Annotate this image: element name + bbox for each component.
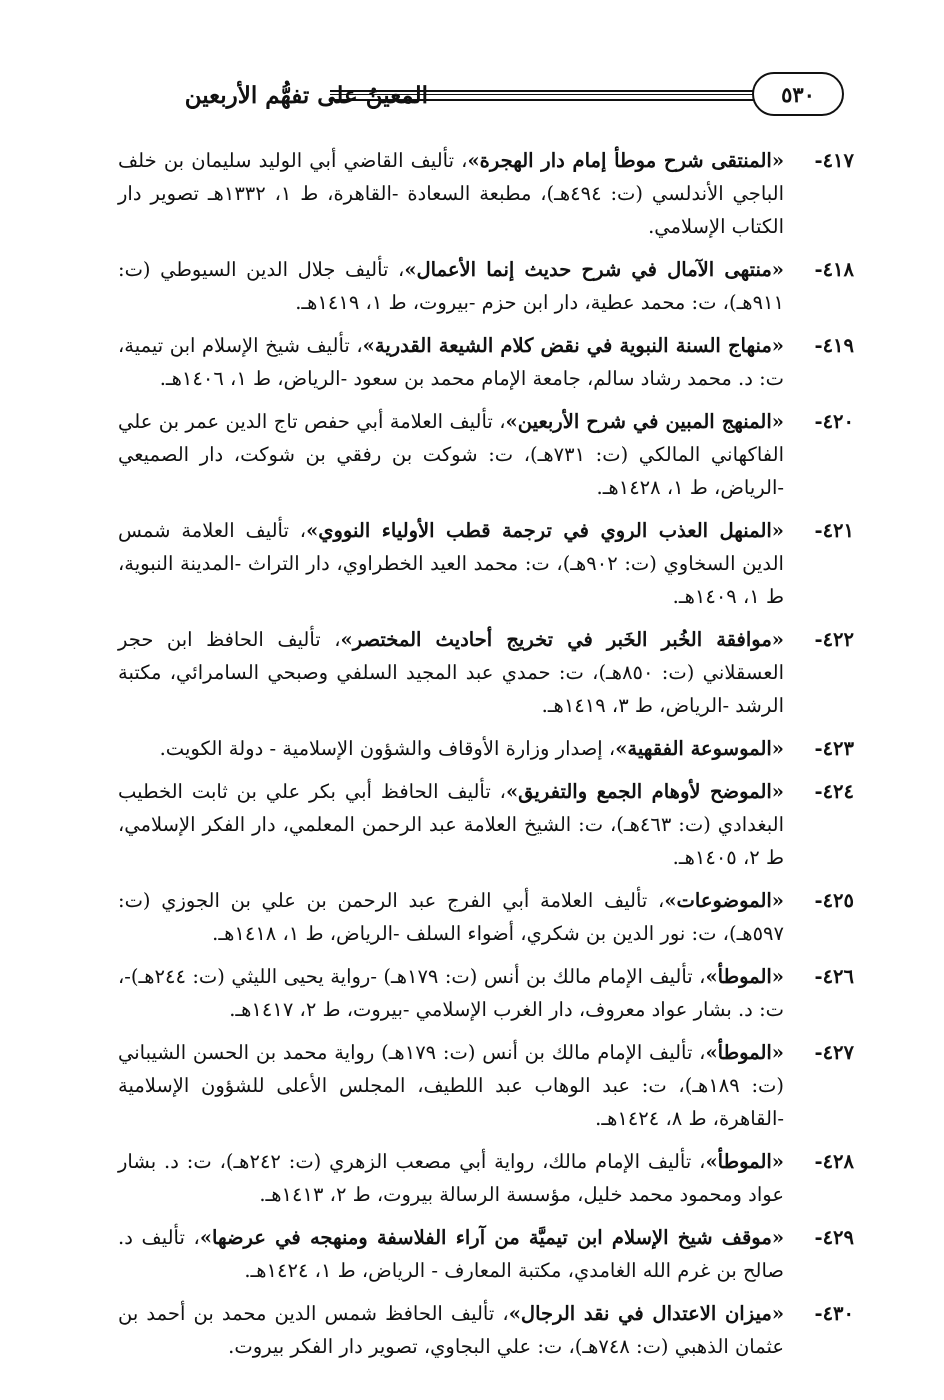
entry-details: ، تأليف العلامة أبي الفرج عبد الرحمن بن علي بن الجوزي (ت: ٥٩٧هـ)، ت: نور الدين بن شكري، أضواء السلف -الرياض، ط ١، ١٤١٨هـ. xyxy=(118,889,784,945)
entry-title: «الموطأ» xyxy=(705,1150,784,1173)
bibliography-entry xyxy=(118,405,854,504)
entry-number: ٤١٩- xyxy=(814,334,854,357)
running-title: المعينُ على تفهُّم الأربعين xyxy=(184,82,428,109)
bibliography-entry xyxy=(118,253,854,319)
entry-title: «الموسوعة الفقهية» xyxy=(615,737,784,760)
bibliography-entry xyxy=(118,960,854,1026)
entry-details: ، تأليف العلامة أبي حفص تاج الدين عمر بن علي الفاكهاني المالكي (ت: ٧٣١هـ)، ت: شوكت بن رفقي بن شوكت، دار الصميعي -الرياض، ط ١، ١٤٢٨هـ. xyxy=(118,410,784,499)
entry-details: ، تأليف الحافظ ابن حجر العسقلاني (ت: ٨٥٠هـ)، ت: حمدي عبد المجيد السلفي وصبحي السامرائي، مكتبة الرشد -الرياض، ط ٣، ١٤١٩هـ. xyxy=(118,628,784,717)
entry-title: «المنهل العذب الروي في ترجمة قطب الأولياء النووي» xyxy=(306,519,784,542)
entry-number: ٤٢٤- xyxy=(814,780,854,803)
entry-details: ، تأليف الحافظ أبي بكر علي بن ثابت الخطيب البغدادي (ت: ٤٦٣هـ)، ت: الشيخ العلامة عبد الرحمن المعلمي، دار الفكر الإسلامي، ط ٢، ١٤٠٥هـ. xyxy=(118,780,785,869)
bibliography-list xyxy=(118,144,854,1373)
entry-number: ٤٢٨- xyxy=(814,1150,854,1173)
entry-title: «منهاج السنة النبوية في نقض كلام الشيعة القدرية» xyxy=(362,334,784,357)
entry-title: «ميزان الاعتدال في نقد الرجال» xyxy=(508,1302,785,1325)
entry-details: ، تأليف الإمام مالك بن أنس (ت: ١٧٩هـ) -رواية يحيى الليثي (ت: ٢٤٤هـ)-، ت: د. بشار عواد معروف، دار الغرب الإسلامي -بيروت، ط ٢، ١٤١٧هـ. xyxy=(118,965,784,1021)
page-number: ٥٣٠ xyxy=(752,72,844,116)
entry-details: ، إصدار وزارة الأوقاف والشؤون الإسلامية - دولة الكويت. xyxy=(159,737,616,760)
bibliography-entry xyxy=(118,1221,854,1287)
bibliography-entry xyxy=(118,329,854,395)
bibliography-entry xyxy=(118,514,854,613)
entry-number: ٤٢٦- xyxy=(814,965,854,988)
entry-number: ٤٢٧- xyxy=(814,1041,854,1064)
entry-number: ٤٢٥- xyxy=(814,889,854,912)
entry-number: ٤٢٣- xyxy=(814,737,854,760)
page-header xyxy=(100,72,852,128)
entry-title: «موقف شيخ الإسلام ابن تيميَّة من آراء الفلاسفة ومنهجه في عرضها» xyxy=(199,1226,785,1249)
entry-details: ، تأليف جلال الدين السيوطي (ت: ٩١١هـ)، ت: محمد عطية، دار ابن حزم -بيروت، ط ١، ١٤١٩هـ. xyxy=(118,258,784,314)
entry-details: ، تأليف الإمام مالك بن أنس (ت: ١٧٩هـ) رواية محمد بن الحسن الشيباني (ت: ١٨٩هـ)، ت: عبد الوهاب عبد اللطيف، المجلس الأعلى للشؤون الإسلامية -القاهرة، ط ٨، ١٤٢٤هـ. xyxy=(118,1041,785,1130)
bibliography-entry xyxy=(118,1036,854,1135)
entry-title: «المنهج المبين في شرح الأربعين» xyxy=(505,410,784,433)
entry-details: ، تأليف الإمام مالك، رواية أبي مصعب الزهري (ت: ٢٤٢هـ)، ت: د. بشار عواد ومحمود محمد خليل، مؤسسة الرسالة بيروت، ط ٢، ١٤١٣هـ. xyxy=(118,1150,784,1206)
bibliography-entry xyxy=(118,775,854,874)
bibliography-entry xyxy=(118,144,854,243)
bibliography-entry xyxy=(118,623,854,722)
entry-number: ٤٢١- xyxy=(814,519,854,542)
entry-title: «الموطأ» xyxy=(705,1041,784,1064)
bibliography-entry xyxy=(118,732,854,765)
entry-details: ، تأليف الحافظ شمس الدين محمد بن أحمد بن عثمان الذهبي (ت: ٧٤٨هـ)، ت: علي البجاوي، تصوير دار الفكر بيروت. xyxy=(118,1302,784,1358)
entry-details: ، تأليف د. صالح بن غرم الله الغامدي، مكتبة المعارف - الرياض، ط ١، ١٤٢٤هـ. xyxy=(118,1226,784,1282)
entry-title: «منتهى الآمال في شرح حديث إنما الأعمال» xyxy=(404,258,784,281)
entry-title: «الموضح لأوهام الجمع والتفريق» xyxy=(505,780,784,803)
entry-number: ٤٣٠- xyxy=(814,1302,854,1325)
entry-title: «الموطأ» xyxy=(705,965,784,988)
entry-title: «موافقة الخُبر الخَبر في تخريج أحاديث المختصر» xyxy=(340,628,784,651)
entry-details: ، تأليف القاضي أبي الوليد سليمان بن خلف الباجي الأندلسي (ت: ٤٩٤هـ)، مطبعة السعادة -القاهرة، ط ١، ١٣٣٢هـ تصوير دار الكتاب الإسلامي. xyxy=(118,149,785,238)
entry-number: ٤١٧- xyxy=(814,149,854,172)
bibliography-entry xyxy=(118,1297,854,1363)
entry-title: «المنتقى شرح موطأ إمام دار الهجرة» xyxy=(467,149,785,172)
entry-number: ٤١٨- xyxy=(814,258,854,281)
bibliography-entry xyxy=(118,1145,854,1211)
entry-number: ٤٢٢- xyxy=(814,628,854,651)
entry-details: ، تأليف العلامة شمس الدين السخاوي (ت: ٩٠٢هـ)، ت: محمد العيد الخطراوي، دار التراث -المدينة النبوية، ط ١، ١٤٠٩هـ. xyxy=(118,519,784,608)
entry-number: ٤٢٩- xyxy=(814,1226,854,1249)
entry-number: ٤٢٠- xyxy=(814,410,854,433)
entry-title: «الموضوعات» xyxy=(664,889,784,912)
entry-details: ، تأليف شيخ الإسلام ابن تيمية، ت: د. محمد رشاد سالم، جامعة الإمام محمد بن سعود -الرياض، ط ١، ١٤٠٦هـ. xyxy=(118,334,784,390)
bibliography-entry xyxy=(118,884,854,950)
